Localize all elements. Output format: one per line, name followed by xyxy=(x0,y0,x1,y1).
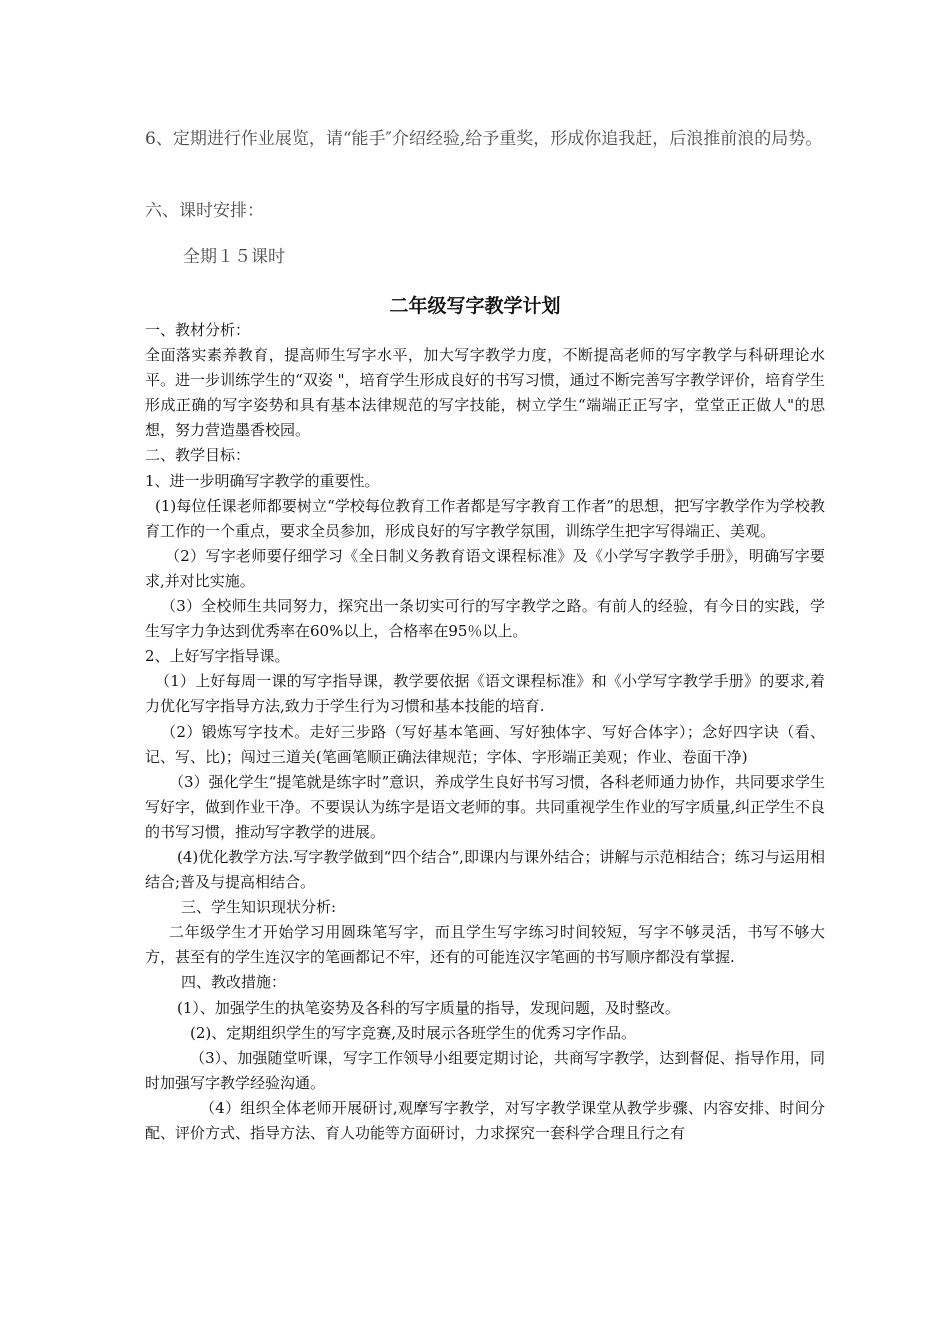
paragraph: (4)优化教学方法.写字教学做到“四个结合”,即课内与课外结合；讲解与示范相结合；练习与运用相结合;普及与提高相结合。 xyxy=(145,847,825,892)
paragraph: （3）全校师生共同努力，探究出一条切实可行的写字教学之路。有前人的经验，有今日的实践，学生写字力争达到优秀率在60%以上，合格率在95％以上。 xyxy=(145,597,825,641)
paragraph: （2）写字老师要仔细学习《全日制义务教育语文课程标准》及《小学写字教学手册》，明确写字要求,并对比实施。 xyxy=(145,546,825,590)
document-body xyxy=(145,318,825,1146)
paragraph: （3）、加强随堂听课，写字工作领导小组要定期讨论，共商写字教学，达到督促、指导作用，同时加强写字教学经验沟通。 xyxy=(145,1048,825,1092)
document-title: 二年级写字教学计划 xyxy=(389,295,561,317)
paragraph: （1）上好每周一课的写字指导课，教学要依据《语文课程标准》和《小学写字教学手册》的要求,着力优化写字指导方法,致力于学生行为习惯和基本技能的培育. xyxy=(145,672,825,716)
paragraph: 1、进一步明确写字教学的重要性。 xyxy=(145,471,380,490)
heading-student-analysis: 三、学生知识现状分析: xyxy=(181,898,337,917)
prev-section-6-heading: 六、课时安排： xyxy=(145,201,264,221)
paragraph: （4）组织全体老师开展研讨,观摩写字教学，对写字教学课堂从教学步骤、内容安排、时间分配、评价方式、指导方法、育人功能等方面研讨，力求探究一套科学合理且行之有 xyxy=(145,1098,825,1142)
heading-textbook-analysis: 一、教材分析： xyxy=(145,321,251,339)
paragraph: 2、上好写字指导课。 xyxy=(145,647,290,666)
paragraph: (2)、定期组织学生的写字竞赛,及时展示各班学生的优秀习字作品。 xyxy=(190,1023,637,1042)
paragraph: 全面落实素养教育，提高师生写字水平，加大写字教学力度，不断提高老师的写字教学与科研理论水平。进一步训练学生的“双姿 "，培育学生形成良好的书写习惯，通过不断完善写字教学评价，培育学生形成正确的写字姿势和具有基本法律规范的写字技能，树立学生“端端正正写字，堂堂正正做人"的思想，努力营造墨香校园。 xyxy=(145,346,825,440)
heading-teaching-goals: 二、教学目标： xyxy=(145,446,251,465)
paragraph: 二年级学生才开始学习用圆珠笔写字，而且学生写字练习时间较短，写字不够灵活，书写不够大方，甚至有的学生连汉字的笔画都记不牢，还有的可能连汉字笔画的书写顺序都没有掌握. xyxy=(145,923,825,967)
prev-total-hours: 全期１５课时 xyxy=(183,247,285,267)
heading-reform-measures: 四、教改措施： xyxy=(181,973,287,992)
paragraph: （2）锻炼写字技术。走好三步路（写好基本笔画、写好独体字、写好合体字）；念好四字诀（看、记、写、比)；闯过三道关(笔画笔顺正确法律规范；字体、字形端正美观；作业、卷面干净) xyxy=(145,722,825,766)
paragraph: (1）、加强学生的执笔姿势及各科的写字质量的指导，发现问题，及时整改。 xyxy=(177,998,680,1017)
paragraph: （3）强化学生“提笔就是练字时”意识，养成学生良好书写习惯，各科老师通力协作，共同要求学生写好字，做到作业干净。不要误认为练字是语文老师的事。共同重视学生作业的写字质量,纠正学生不良的书写习惯，推动写字教学的进展。 xyxy=(145,772,825,841)
prev-item-6: 6、定期进行作业展览，请“能手″介绍经验,给予重奖，形成你追我赶，后浪推前浪的局势。 xyxy=(145,129,823,149)
paragraph: (1)每位任课老师都要树立“学校每位教育工作者都是写字教育工作者”的思想，把写字教学作为学校教育工作的一个重点，要求全员参加，形成良好的写字教学氛围，训练学生把字写得端正、美观。 xyxy=(145,496,825,540)
